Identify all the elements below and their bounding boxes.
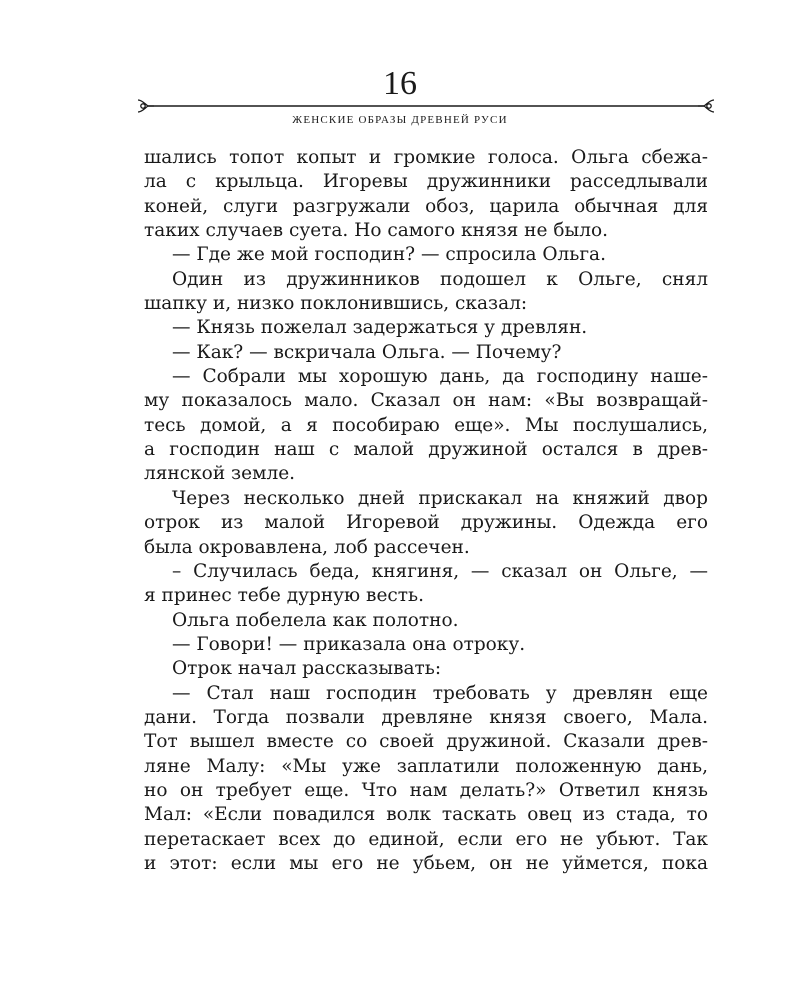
text-line: Мал: «Если повадился волк таскать овец из стада, то	[144, 804, 708, 826]
text-line: отрок из малой Игоревой дружины. Одежда его	[144, 512, 708, 534]
text-line: – Случилась беда, княгиня, — сказал он Ольге, —	[172, 560, 708, 582]
text-line: Ольга побелела как полотно.	[172, 609, 459, 631]
running-header: ЖЕНСКИЕ ОБРАЗЫ ДРЕВНЕЙ РУСИ	[292, 114, 508, 126]
text-line: Через несколько дней прискакал на княжий двор	[172, 487, 708, 509]
left-flourish-icon	[138, 100, 154, 112]
text-line: лянской земле.	[144, 463, 296, 485]
text-line: была окровавлена, лоб рассечен.	[144, 536, 470, 558]
text-line: — Собрали мы хорошую дань, да господину наше-	[172, 366, 708, 388]
text-line: таких случаев суета. Но самого князя не было.	[144, 220, 608, 242]
text-line: — Говори! — приказала она отроку.	[172, 633, 526, 655]
text-line: — Где же мой господин? — спросила Ольга.	[172, 244, 606, 266]
text-line: и этот: если мы его не убьем, он не уймется, пока	[144, 852, 708, 874]
text-line: му показалось мало. Сказал он нам: «Вы возвращай-	[144, 390, 708, 412]
text-line: дани. Тогда позвали древляне князя своего, Мала.	[144, 706, 708, 728]
text-line: но он требует еще. Что нам делать?» Ответил князь	[144, 779, 708, 801]
text-line: перетаскает всех до единой, если его не убьют. Так	[144, 828, 708, 850]
text-line: шапку и, низко поклонившись, сказал:	[144, 293, 528, 315]
text-line: Один из дружинников подошел к Ольге, снял	[172, 268, 708, 290]
text-line: я принес тебе дурную весть.	[144, 585, 424, 607]
text-line: Тот вышел вместе со своей дружиной. Сказали древ-	[144, 731, 708, 753]
body-text	[144, 146, 708, 876]
text-line: — Как? — вскричала Ольга. — Почему?	[172, 341, 562, 363]
text-line: ла с крыльца. Игоревы дружинники расседлывали	[144, 171, 708, 193]
text-line: тесь домой, а я пособираю еще». Мы послушались,	[144, 414, 708, 436]
text-line: а господин наш с малой дружиной остался в древ-	[144, 439, 708, 461]
text-line: коней, слуги разгружали обоз, царила обычная для	[144, 195, 708, 217]
text-line: шались топот копыт и громкие голоса. Ольга сбежа-	[144, 147, 708, 168]
page-number: 16	[383, 65, 417, 102]
text-line: Отрок начал рассказывать:	[172, 658, 442, 680]
text-line: — Стал наш господин требовать у древлян еще	[172, 682, 708, 704]
text-line: — Князь пожелал задержаться у древлян.	[172, 317, 588, 339]
right-flourish-icon	[698, 100, 714, 112]
text-line: ляне Малу: «Мы уже заплатили положенную дань,	[144, 755, 708, 777]
